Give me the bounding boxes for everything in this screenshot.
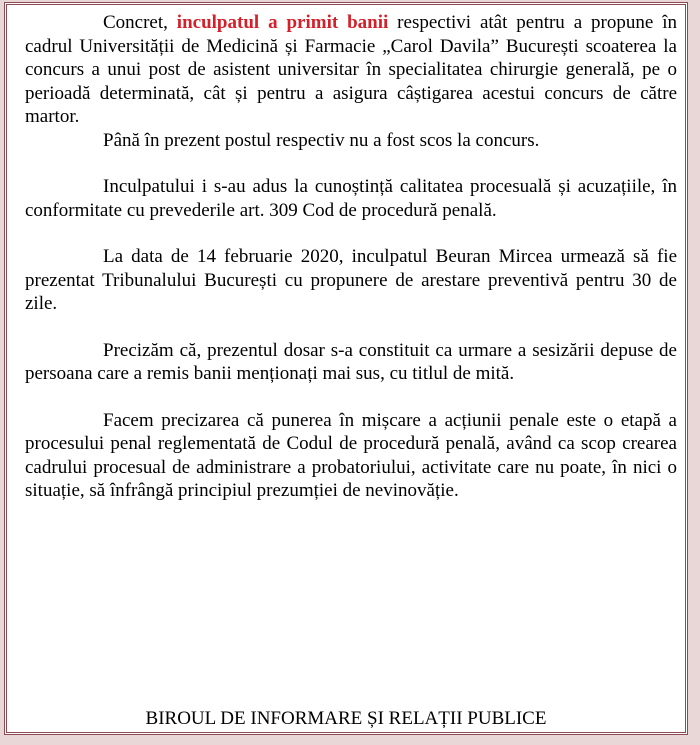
paragraph-charges: Inculpatului i s-au adus la cunoștință calitatea procesuală și acuzațiile, în conformitate cu prevederile art. 309 Cod de procedură penală.	[25, 176, 677, 221]
paragraph-post-status: Până în prezent postul respectiv nu a fost scos la concurs.	[103, 129, 540, 151]
paragraph-arrest-proposal: La data de 14 februarie 2020, inculpatul Beuran Mircea urmează să fie prezentat Tribunalului București cu propunere de arestare preventivă pentru 30 de zile.	[25, 246, 677, 314]
highlighted-phrase: inculpatul a primit banii	[176, 12, 389, 33]
paragraph-bribe-purpose	[25, 11, 677, 129]
footer-signature: BIROUL DE INFORMARE ȘI RELAȚII PUBLICE	[145, 708, 547, 729]
paragraph-lead: Concret,	[103, 12, 177, 33]
paragraph-case-origin: Precizăm că, prezentul dosar s-a constituit ca urmare a sesizării depuse de persoana care a remis banii menționați mai sus, cu titlul de mită.	[25, 339, 677, 384]
paragraph-rest: respectivi atât pentru a propune în cadrul Universității de Medicină și Farmacie „Carol Davila” București scoaterea la concurs a unui post de asistent universitar în specialitatea chirurgie generală, pe o perioadă determinată, cât și pentru a asigura câștigarea acestui concurs de către martor.	[25, 12, 677, 127]
document-frame	[4, 2, 688, 735]
document-body	[25, 11, 677, 503]
paragraph-presumption-of-innocence: Facem precizarea că punerea în mișcare a acțiunii penale este o etapă a procesului penal reglementată de Codul de procedură penală, având ca scop crearea cadrului procesual de administrare a probatoriului, activitate care nu poate, în nici o situație, să înfrângă principiul prezumției de nevinovăție.	[25, 409, 677, 501]
